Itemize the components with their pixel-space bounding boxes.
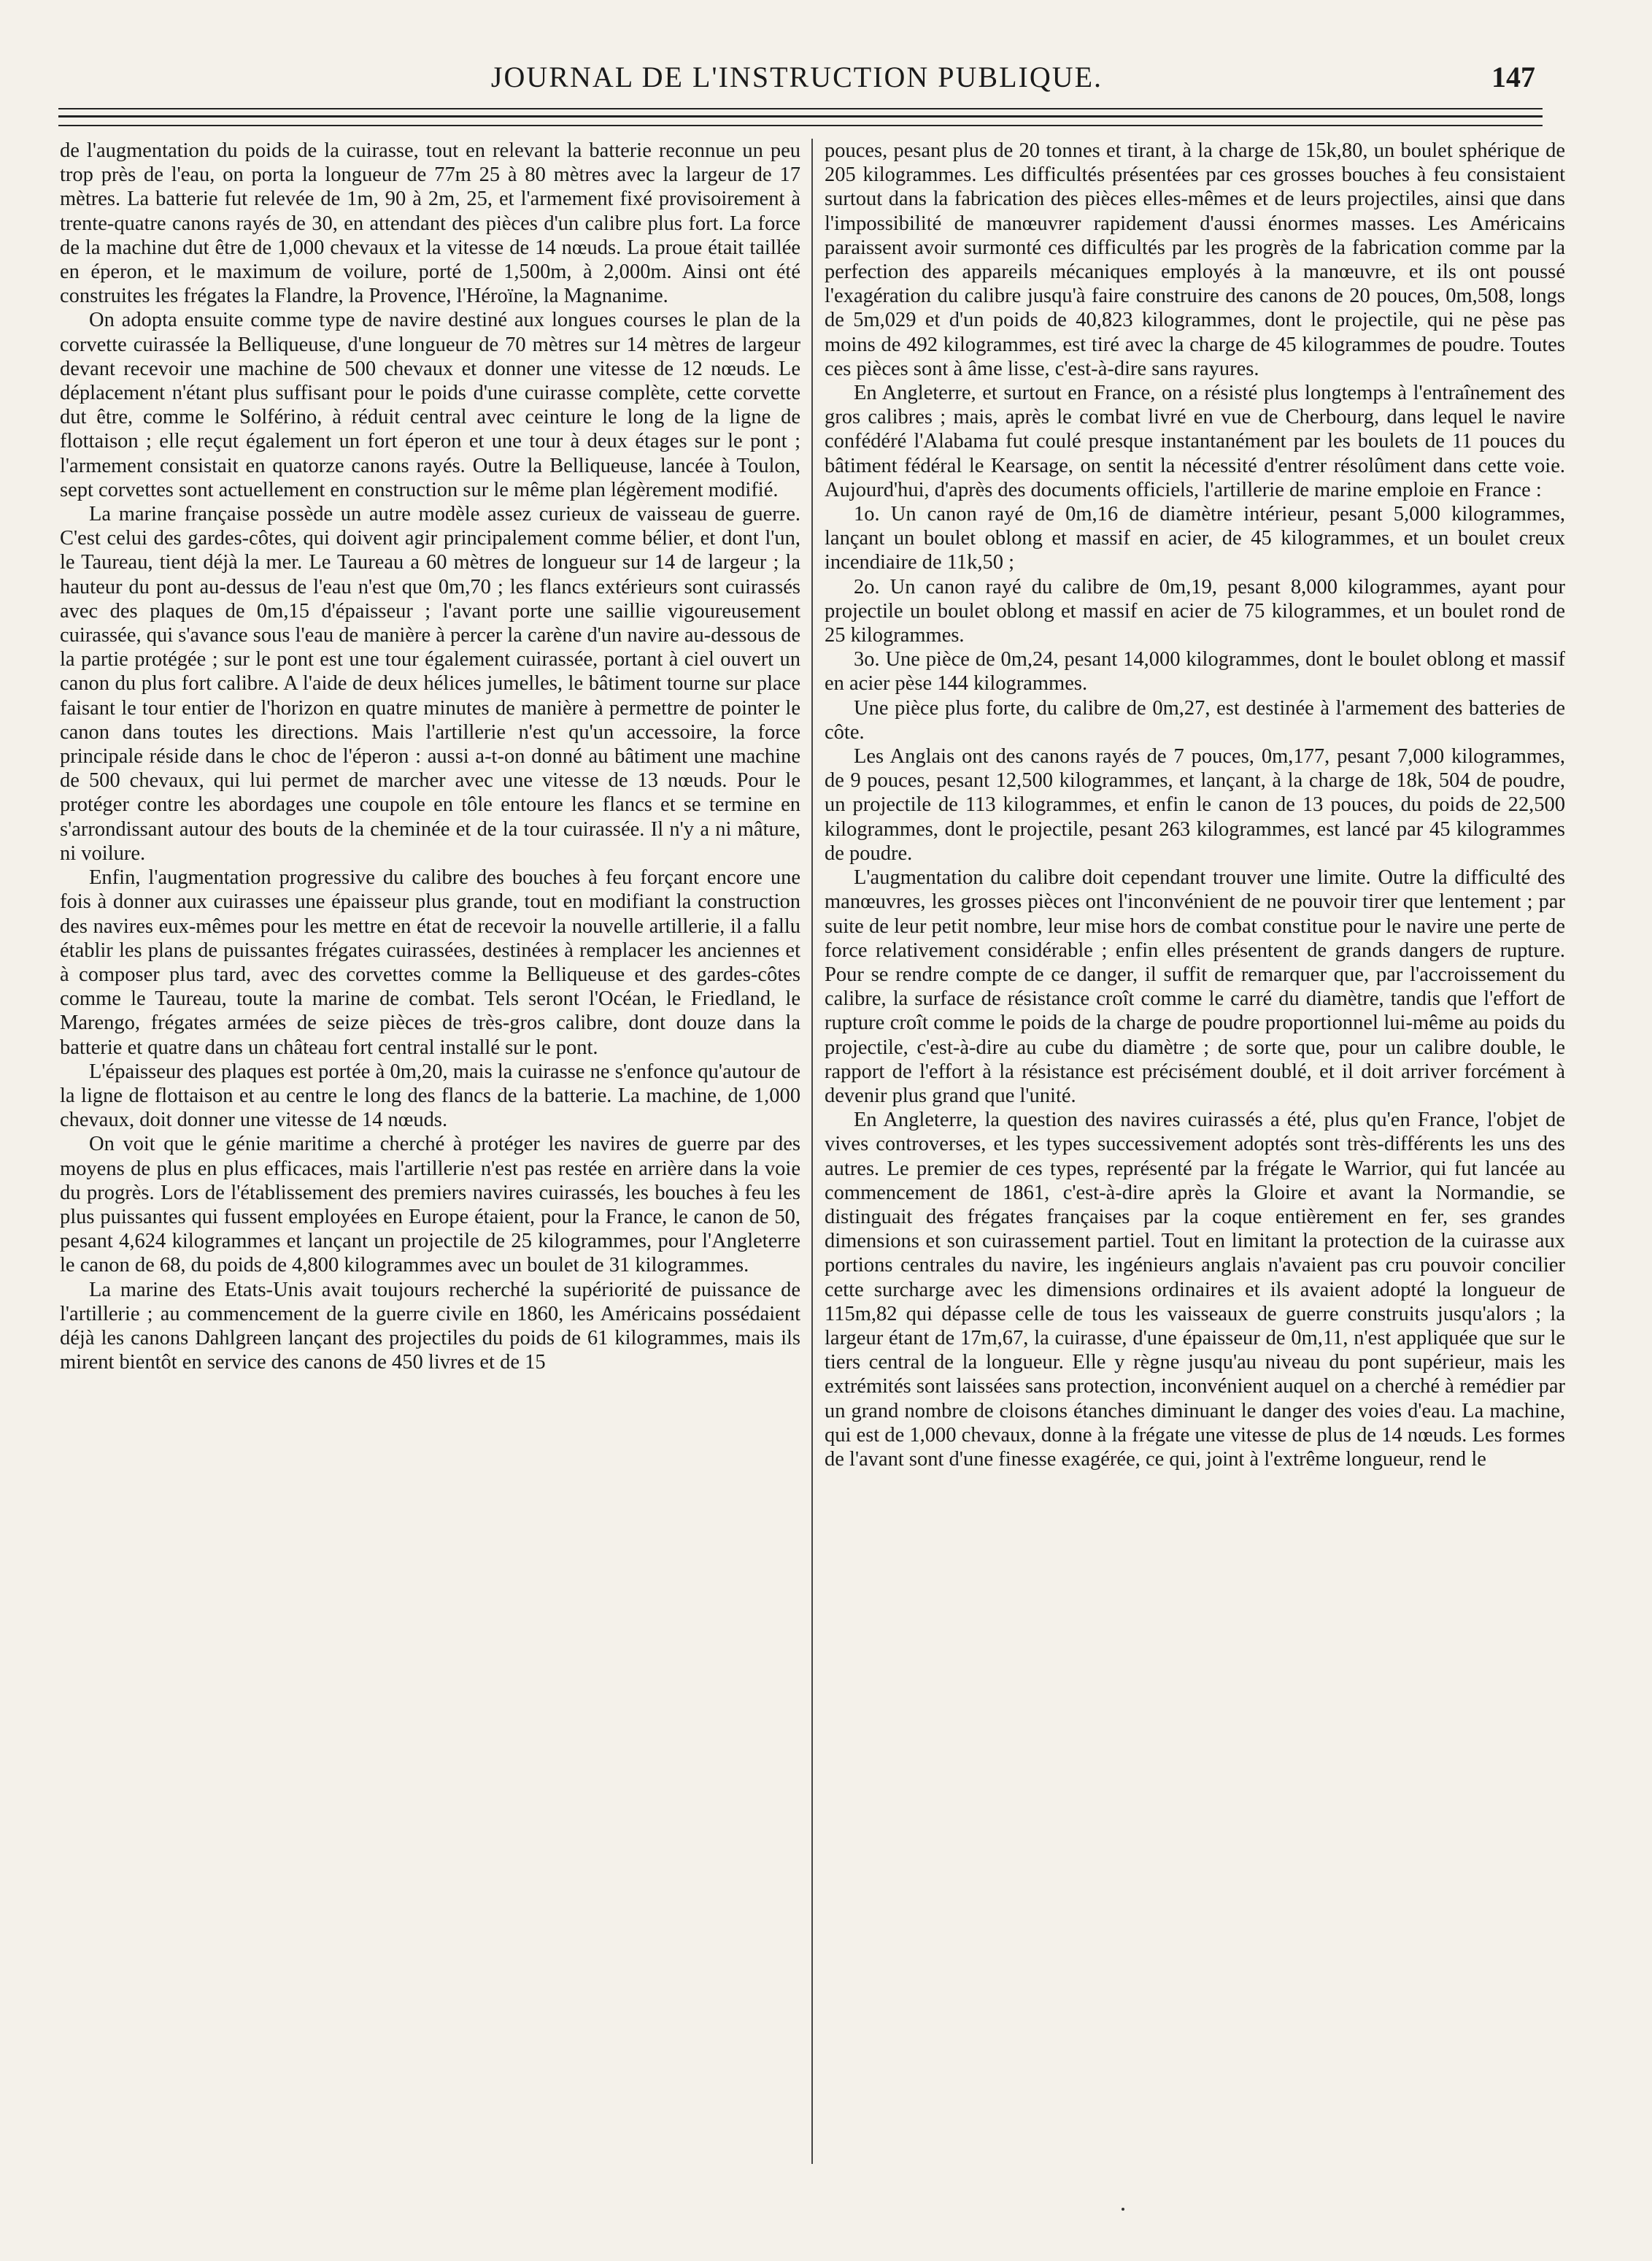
header-rule-top xyxy=(58,108,1543,109)
header-rule-bottom xyxy=(58,125,1543,126)
running-title: JOURNAL DE L'INSTRUCTION PUBLIQUE. xyxy=(490,61,1103,93)
paragraph: Enfin, l'augmentation progressive du calibre des bouches à feu forçant encore une fois à donner aux cuirasses une épaisseur plus grande, tout en modifiant la construction des navires eux-mêmes pour les mettre en état de recevoir la nouvelle artillerie, il a fallu établir les plans de puissantes frégates cuirassées, destinées à remplacer les anciennes et à composer plus tard, avec des corvettes comme la Belliqueuse et des gardes-côtes comme le Taureau, toute la marine de combat. Tels seront l'Océan, le Friedland, le Marengo, frégates armées de seize pièces de très-gros calibre, dont douze dans la batterie et quatre dans un château fort central installé sur le pont. xyxy=(60,866,800,1059)
paragraph: En Angleterre, la question des navires cuirassés a été, plus qu'en France, l'objet de vives controverses, et les types successivement adoptés sont très-différents les uns des autres. Le premier de ces types, représenté par la frégate le Warrior, qui fut lancée au commencement de 1861, c'est-à-dire après la Gloire et avant la Normandie, se distinguait des frégates françaises par la coque entièrement en fer, ses grandes dimensions et son cuirassement partiel. Tout en limitant la protection de la cuirasse aux portions centrales du navire, les ingénieurs anglais n'avaient pas cru pouvoir concilier cette surcharge avec les dimensions ordinaires et ils avaient adopté la longueur de 115m,82 qui dépasse celle de tous les vaisseaux de guerre construits jusqu'alors ; la largeur étant de 17m,67, la cuirasse, d'une épaisseur de 0m,11, n'est appliquée que sur le tiers central de la longueur. Elle y règne jusqu'au niveau du pont supérieur, mais les extrémités sont laissées sans protection, inconvénient auquel on a cherché à remédier par un grand nombre de cloisons étanches diminuant le danger des voies d'eau. La machine, qui est de 1,000 chevaux, donne à la frégate une vitesse de plus de 14 nœuds. Les formes de l'avant sont d'une finesse exagérée, ce qui, joint à l'extrême longueur, rend le xyxy=(825,1109,1565,1471)
paragraph: Une pièce plus forte, du calibre de 0m,27, est destinée à l'armement des batteries de côte. xyxy=(825,696,1565,744)
right-column xyxy=(825,139,1565,1471)
column-divider xyxy=(811,139,813,2164)
left-column xyxy=(60,139,800,1374)
paragraph: La marine des Etats-Unis avait toujours recherché la supériorité de puissance de l'artillerie ; au commencement de la guerre civile en 1860, les Américains possédaient déjà les canons Dahlgreen lançant des projectiles du poids de 61 kilogrammes, mais ils mirent bientôt en service des canons de 450 livres et de 15 xyxy=(60,1278,800,1374)
paragraph: On adopta ensuite comme type de navire destiné aux longues courses le plan de la corvette cuirassée la Belliqueuse, d'une longueur de 70 mètres sur 14 mètres de largeur devant recevoir une machine de 500 chevaux et donner une vitesse de 12 nœuds. Le déplacement n'étant plus suffisant pour le poids d'une cuirasse complète, cette corvette dut être, comme le Solférino, à réduit central avec ceinture le long de la ligne de flottaison ; elle reçut également un fort éperon et une tour à deux étages sur le pont ; l'armement consistait en quatorze canons rayés. Outre la Belliqueuse, lancée à Toulon, sept corvettes sont actuellement en construction sur le même plan légèrement modifié. xyxy=(60,309,800,501)
paragraph: 1o. Un canon rayé de 0m,16 de diamètre intérieur, pesant 5,000 kilogrammes, lançant un boulet oblong et massif en acier, de 45 kilogrammes, et un boulet creux incendiaire de 11k,50 ; xyxy=(825,503,1565,574)
paragraph: On voit que le génie maritime a cherché à protéger les navires de guerre par des moyens de plus en plus efficaces, mais l'artillerie n'est pas restée en arrière dans la voie du progrès. Lors de l'établissement des premiers navires cuirassés, les bouches à feu les plus puissantes qui fussent employées en Europe étaient, pour la France, le canon de 50, pesant 4,624 kilogrammes et lançant un projectile de 25 kilogrammes, pour l'Angleterre le canon de 68, du poids de 4,800 kilogrammes avec un boulet de 31 kilogrammes. xyxy=(60,1133,800,1277)
paragraph: L'augmentation du calibre doit cependant trouver une limite. Outre la difficulté des manœuvres, les grosses pièces ont l'inconvénient de ne pouvoir tirer que lentement ; par suite de leur petit nombre, leur mise hors de combat constitue pour le navire une perte de force relativement considérable ; enfin elles présentent de grands dangers de rupture. Pour se rendre compte de ce danger, il suffit de remarquer que, par l'accroissement du calibre, la surface de résistance croît comme le carré du diamètre, tandis que l'effort de rupture croît comme le poids de la charge de poudre proportionnel lui-même au poids du projectile, c'est-à-dire au cube du diamètre ; de sorte que, pour un calibre double, le rapport de l'effort à la résistance est précisément doublé, et il doit arriver forcément à devenir plus grand que l'unité. xyxy=(825,866,1565,1107)
page-number: 147 xyxy=(1491,61,1535,93)
paragraph: de l'augmentation du poids de la cuirasse, tout en relevant la batterie reconnue un peu trop près de l'eau, on porta la longueur de 77m 25 à 80 mètres avec la largeur de 17 mètres. La batterie fut relevée de 1m, 90 à 2m, 25, et l'armement fixé provisoirement à trente-quatre canons rayés de 30, en attendant des pièces d'un calibre plus fort. La force de la machine dut être de 1,000 chevaux et la vitesse de 14 nœuds. La proue était taillée en éperon, et le maximum de voilure, porté de 1,500m, à 2,000m. Ainsi ont été construites les frégates la Flandre, la Provence, l'Héroïne, la Magnanime. xyxy=(60,139,800,308)
paragraph: L'épaisseur des plaques est portée à 0m,20, mais la cuirasse ne s'enfonce qu'autour de la ligne de flottaison et au centre le long des flancs de la batterie. La machine, de 1,000 chevaux, doit donner une vitesse de 14 nœuds. xyxy=(60,1060,800,1132)
paragraph: Les Anglais ont des canons rayés de 7 pouces, 0m,177, pesant 7,000 kilogrammes, de 9 pouces, pesant 12,500 kilogrammes, et lançant, à la charge de 18k, 504 de poudre, un projectile de 113 kilogrammes, et enfin le canon de 13 pouces, du poids de 22,500 kilogrammes, dont le projectile, pesant 263 kilogrammes, est lancé par 45 kilogrammes de poudre. xyxy=(825,745,1565,865)
paragraph: En Angleterre, et surtout en France, on a résisté plus longtemps à l'entraînement des gros calibres ; mais, après le combat livré en vue de Cherbourg, dans lequel le navire confédéré l'Alabama fut coulé presque instantanément par les boulets de 11 pouces du bâtiment fédéral le Kearsage, on sentit la nécessité d'entrer résolûment dans cette voie. Aujourd'hui, d'après des documents officiels, l'artillerie de marine emploie en France : xyxy=(825,382,1565,501)
page-header xyxy=(58,57,1535,101)
paragraph: pouces, pesant plus de 20 tonnes et tirant, à la charge de 15k,80, un boulet sphérique de 205 kilogrammes. Les difficultés présentées par ces grosses bouches à feu consistaient surtout dans la fabrication des pièces elles-mêmes et de leurs projectiles, ainsi que dans l'impossibilité de manœuvrer rapidement d'aussi énormes masses. Les Américains paraissent avoir surmonté ces difficultés par les progrès de la fabrication comme par la perfection des appareils mécaniques employés à la manœuvre, et ils ont poussé l'exagération du calibre jusqu'à faire construire des canons de 20 pouces, 0m,508, longs de 5m,029 et d'un poids de 40,823 kilogrammes, dont le projectile, qui ne pèse pas moins de 492 kilogrammes, est tiré avec la charge de 45 kilogrammes de poudre. Toutes ces pièces sont à âme lisse, c'est-à-dire sans rayures. xyxy=(825,139,1565,380)
header-rule-middle xyxy=(58,115,1543,118)
paragraph: La marine française possède un autre modèle assez curieux de vaisseau de guerre. C'est celui des gardes-côtes, qui doivent agir principalement comme bélier, et dont l'un, le Taureau, tient déjà la mer. Le Taureau a 60 mètres de longueur sur 14 de largeur ; la hauteur du pont au-dessus de l'eau n'est que 0m,70 ; les flancs extérieurs sont cuirassés avec des plaques de 0m,15 d'épaisseur ; l'avant porte une saillie vigoureusement cuirassée, qui s'avance sous l'eau de manière à percer la carène d'un navire au-dessous de la partie protégée ; sur le pont est une tour également cuirassée, portant à ciel ouvert un canon du plus fort calibre. A l'aide de deux hélices jumelles, le bâtiment tourne sur place faisant le tour entier de l'horizon en quatre minutes de manière à permettre de pointer le canon dans toutes les directions. Mais l'artillerie n'est qu'un accessoire, la force principale réside dans le choc de l'éperon : aussi a-t-on donné au bâtiment une machine de 500 chevaux, qui lui permet de marcher avec une vitesse de 13 nœuds. Pour le protéger contre les abordages une coupole en tôle entoure les flancs et se termine en s'arrondissant autour des bouts de la cheminée et de la tour cuirassée. Il n'y a ni mâture, ni voilure. xyxy=(60,503,800,865)
footer-mark xyxy=(1122,2208,1124,2211)
paragraph: 2o. Un canon rayé du calibre de 0m,19, pesant 8,000 kilogrammes, ayant pour projectile un boulet oblong et massif en acier de 75 kilogrammes, et un boulet rond de 25 kilogrammes. xyxy=(825,575,1565,647)
paragraph: 3o. Une pièce de 0m,24, pesant 14,000 kilogrammes, dont le boulet oblong et massif en acier pèse 144 kilogrammes. xyxy=(825,648,1565,696)
